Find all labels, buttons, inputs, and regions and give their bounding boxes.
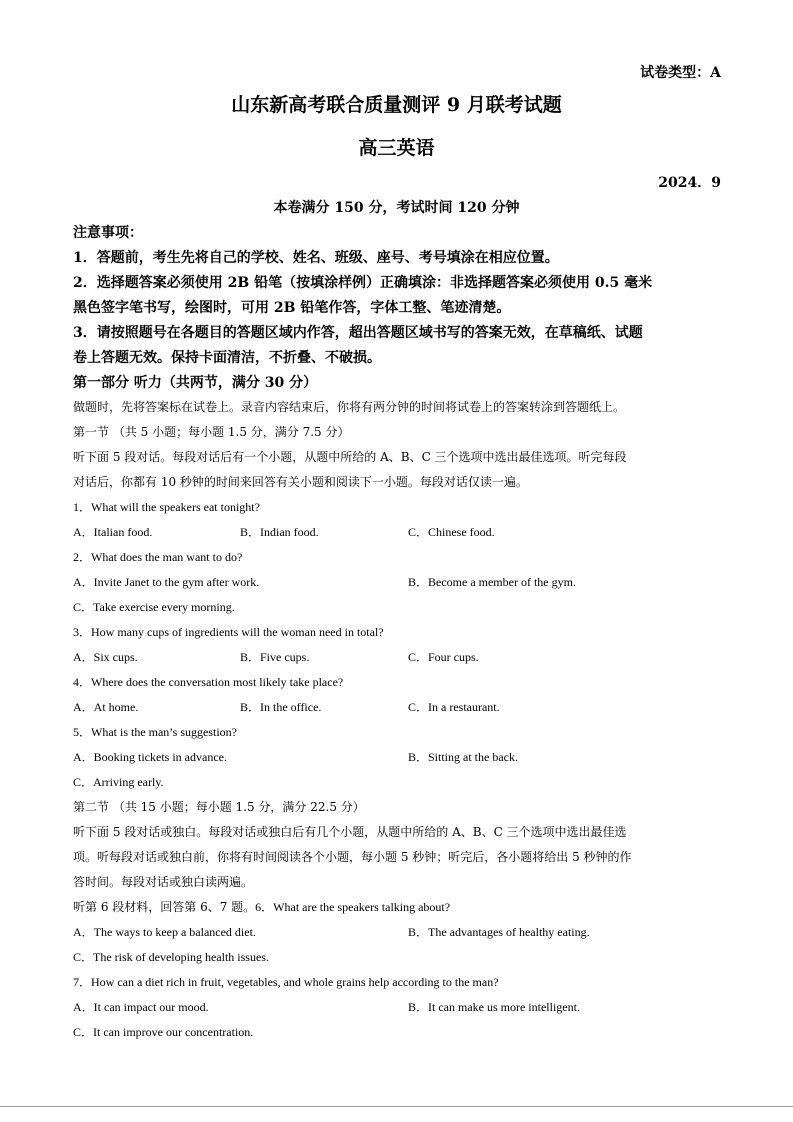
question-1-option-c: C．Chinese food. xyxy=(408,525,495,539)
question-7-option-c: C．It can improve our concentration. xyxy=(73,1025,254,1039)
section2-instructions-1: 听下面 5 段对话或独白。每段对话或独白后有几个小题，从题中所给的 A、B、C 三个选项中选出最佳选 xyxy=(73,825,627,839)
section1-heading: 第一节 （共 5 小题；每小题 1.5 分，满分 7.5 分） xyxy=(73,425,350,439)
question-4-option-c: C．In a restaurant. xyxy=(408,700,500,714)
question-6-option-c: C．The risk of developing health issues. xyxy=(73,950,269,964)
question-2-option-c: C．Take exercise every morning. xyxy=(73,600,235,614)
question-4-stem: 4．Where does the conversation most likely take place? xyxy=(73,675,344,689)
question-3-option-c: C．Four cups. xyxy=(408,650,479,664)
material-note: 听第 6 段材料，回答第 6、7 题。 xyxy=(73,900,256,914)
note-item-2: 2．选择题答案必须使用 2B 铅笔（按填涂样例）正确填涂：非选择题答案必须使用 0.5 毫米 xyxy=(73,275,653,291)
question-5-option-c: C．Arriving early. xyxy=(73,775,164,789)
paper-type-label: 试卷类型：A xyxy=(640,65,721,81)
question-2-option-b: B．Become a member of the gym. xyxy=(408,575,576,589)
exam-date: 2024．9 xyxy=(658,175,721,191)
question-5-option-b: B．Sitting at the back. xyxy=(408,750,518,764)
section2-instructions-2: 项。听每段对话或独白前，你将有时间阅读各个小题，每小题 5 秒钟；听完后，各小题将给出 5 秒钟的作 xyxy=(73,850,632,864)
question-1-stem: 1．What will the speakers eat tonight? xyxy=(73,500,260,514)
part1-heading: 第一部分 听力（共两节，满分 30 分） xyxy=(73,375,318,391)
question-7-option-b: B．It can make us more intelligent. xyxy=(408,1000,580,1014)
section2-heading: 第二节 （共 15 小题；每小题 1.5 分，满分 22.5 分） xyxy=(73,800,365,814)
question-2-option-a: A．Invite Janet to the gym after work. xyxy=(73,575,260,589)
question-5-option-a: A．Booking tickets in advance. xyxy=(73,750,227,764)
notes-heading: 注意事项： xyxy=(73,225,143,241)
section1-instructions-2: 对话后，你都有 10 秒钟的时间来回答有关小题和阅读下一小题。每段对话仅读一遍。 xyxy=(73,475,528,489)
section2-instructions-3: 答时间。每段对话或独白读两遍。 xyxy=(73,875,254,889)
score-time-info: 本卷满分 150 分，考试时间 120 分钟 xyxy=(273,200,520,216)
note-item-3-cont: 卷上答题无效。保持卡面清洁，不折叠、不破损。 xyxy=(73,350,381,366)
question-4-option-a: A．At home. xyxy=(73,700,139,714)
question-6-stem: 6．What are the speakers talking about? xyxy=(255,900,451,914)
question-3-stem: 3．How many cups of ingredients will the woman need in total? xyxy=(73,625,384,639)
question-5-stem: 5．What is the man’s suggestion? xyxy=(73,725,237,739)
note-item-1: 1．答题前，考生先将自己的学校、姓名、班级、座号、考号填涂在相应位置。 xyxy=(73,250,559,266)
question-3-option-a: A．Six cups. xyxy=(73,650,138,664)
section1-instructions-1: 听下面 5 段对话。每段对话后有一个小题，从题中所给的 A、B、C 三个选项中选出最佳选项。听完每段 xyxy=(73,450,627,464)
page-bottom-rule xyxy=(0,1106,793,1107)
note-item-2-cont: 黑色签字笔书写，绘图时，可用 2B 铅笔作答，字体工整、笔迹清楚。 xyxy=(73,300,511,316)
question-6-line xyxy=(73,898,450,915)
question-6-option-b: B．The advantages of healthy eating. xyxy=(408,925,590,939)
question-1-option-b: B．Indian food. xyxy=(240,525,319,539)
subject-title: 高三英语 xyxy=(358,137,435,159)
question-3-option-b: B．Five cups. xyxy=(240,650,310,664)
question-7-option-a: A．It can impact our mood. xyxy=(73,1000,209,1014)
question-2-stem: 2．What does the man want to do? xyxy=(73,550,243,564)
question-4-option-b: B．In the office. xyxy=(240,700,322,714)
part1-intro: 做题时，先将答案标在试卷上。录音内容结束后，你将有两分钟的时间将试卷上的答案转涂到答题纸上。 xyxy=(73,400,626,414)
question-1-option-a: A．Italian food. xyxy=(73,525,153,539)
note-item-3: 3．请按照题号在各题目的答题区域内作答，超出答题区域书写的答案无效，在草稿纸、试题 xyxy=(73,325,643,341)
question-6-option-a: A．The ways to keep a balanced diet. xyxy=(73,925,256,939)
exam-title: 山东新高考联合质量测评 9 月联考试题 xyxy=(231,94,562,116)
question-7-stem: 7．How can a diet rich in fruit, vegetables, and whole grains help according to the man? xyxy=(73,975,499,989)
